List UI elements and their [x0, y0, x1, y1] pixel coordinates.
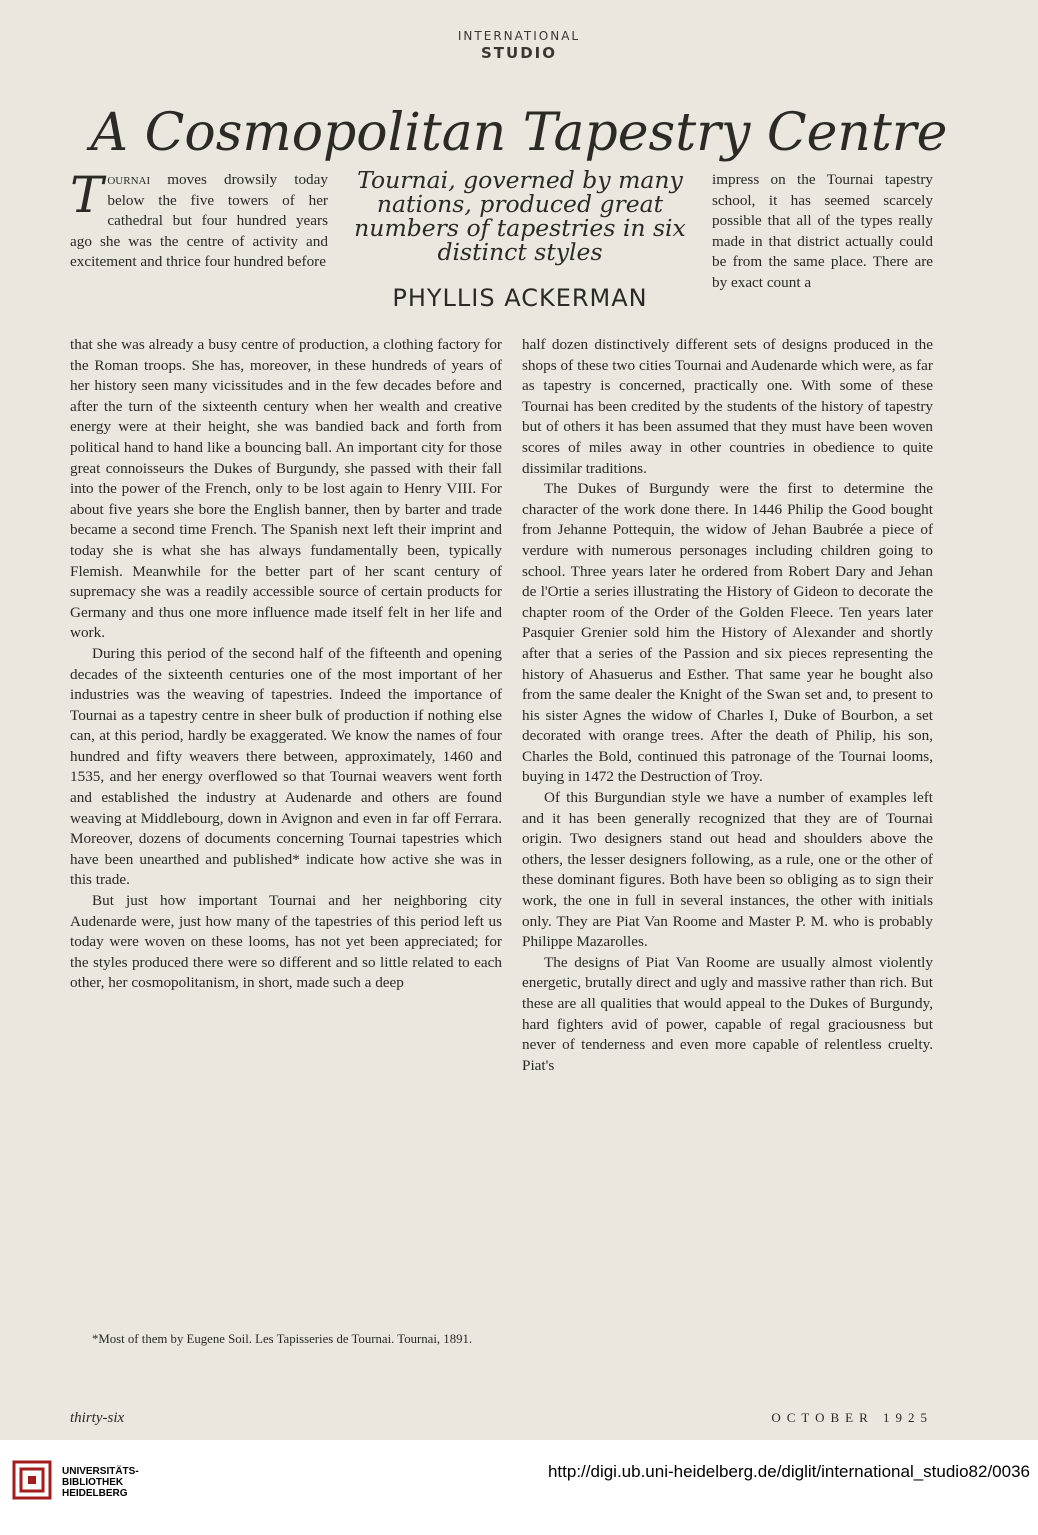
drop-cap: T — [70, 166, 104, 224]
paragraph: half dozen distinctively different sets of designs produced in the shops of these two cities Tournai and Audenarde which were, as far as tapestry is concerned, practically one. With some of these Tournai has been credited by the students of the history of tapestry but of others it has been assumed that they must have been woven scores of miles away in other countries in obedience to quite dissimilar traditions. — [522, 336, 933, 477]
author-byline: PHYLLIS ACKERMAN — [392, 284, 648, 312]
intro-right-text: impress on the Tournai tapestry school, it has seemed scarcely possible that all of the types really made in that district actually could be from the same place. There are by exact count a — [712, 171, 933, 291]
page-number: thirty-six — [70, 1410, 125, 1426]
article-title: A Cosmopolitan Tapestry Centre — [90, 103, 948, 163]
intro-text: moves drowsily today below the five towers of her cathedral but four hundred years ago she was the centre of activity and excitement and thrice four hundred before — [70, 171, 328, 271]
paragraph: The designs of Piat Van Roome are usually almost violently energetic, brutally direct and ugly and massive rather than rich. But these are all qualities that would appeal to the Dukes of Burgundy, hard fighters avid of power, capable of regal graciousness but never of tenderness and even more capable of relentless cruelty. Piat's — [522, 953, 933, 1074]
masthead-line2: STUDIO — [481, 44, 557, 62]
library-logo-icon — [12, 1460, 52, 1500]
library-line2: BIBLIOTHEK — [62, 1477, 124, 1488]
paragraph: The Dukes of Burgundy were the first to determine the character of the work done there. In 1446 Philip the Good bought from Jehanne Pottequin, the widow of Jehan Baubrée a piece of verdure with numerous personages including children going to school. Three years later he ordered from Robert Dary and Jehan de l'Ortie a series illustrating the History of Gideon to decorate the chapter room of the Order of the Golden Fleece. Ten years later Pasquier Grenier sold him the History of Alexander and shortly after that a series of the Passion and six pieces representing the history of Ahasuerus and Esther. That same year he bought also from the same dealer the Knight of the Swan set and, to present to his sister Agnes the widow of Charles I, Duke of Bourbon, a set decorated with orange trees. After the death of Philip, his son, Charles the Bold, continued this patronage of the Tournai looms, buying in 1472 the Destruction of Troy. — [522, 480, 933, 786]
library-line3: HEIDELBERG — [62, 1488, 128, 1499]
masthead-line1: INTERNATIONAL — [457, 29, 581, 43]
paragraph: But just how important Tournai and her neighboring city Audenarde were, just how many of the tapestries of this period left us today were woven on these looms, has not yet been appreciated; for the styles produced there were so different and so little related to each other, her cosmopolitanism, in short, made such a deep — [70, 892, 502, 992]
source-url-link[interactable]: http://digi.ub.uni-heidelberg.de/diglit/international_studio82/0036 — [547, 1462, 1030, 1481]
paragraph: that she was already a busy centre of production, a clothing factory for the Roman troops. She has, moreover, in these hundreds of years of her history seen many vicissitudes and in the few decades before and after the turn of the sixteenth century when her wealth and creative energy were at their height, she was bandied back and forth from political hand to hand like a bouncing ball. An important city for those great connoisseurs the Dukes of Burgundy, she passed with their fall into the power of the French, only to be lost again to Henry VIII. For about five years she bore the English banner, then by barter and trade became a second time French. The Spanish next left their imprint and today she is what she has always fundamentally been, typically Flemish. Meanwhile for the better part of her scant century of supremacy she was a readily accessible source of certain products for Germany and thus one more influence made itself felt in her life and work. — [70, 336, 502, 642]
issue-date: OCTOBER 1925 — [771, 1410, 933, 1425]
library-line1: UNIVERSITÄTS- — [62, 1466, 139, 1477]
footnote — [70, 1330, 502, 1349]
footer-bar — [0, 1440, 1038, 1535]
library-name — [62, 1466, 139, 1499]
article-subtitle: Tournai, governed by many nations, produced great numbers of tapestries in six distinct styles — [354, 166, 686, 266]
intro-column — [70, 166, 328, 273]
paragraph: Of this Burgundian style we have a number of examples left and it has been generally recognized that they are of Tournai origin. Two designers stand out head and shoulders above the others, the lesser designers following, as a rule, one or the other of these dominant figures. Both have been so obliging as to sign their work, the one in full in several instances, the other with initials only. They are Piat Van Roome and Master P. M. who is probably Philippe Mazarolles. — [522, 789, 933, 951]
right-column — [522, 335, 933, 1076]
masthead — [0, 28, 1038, 62]
paragraph: During this period of the second half of the fifteenth and opening decades of the sixteenth centuries one of the most important of her industries was the weaving of tapestries. Indeed the importance of Tournai as a tapestry centre in sheer bulk of production if nothing else can, at this period, hardly be exaggerated. We know the names of four hundred and fifty weavers there between, approximately, 1460 and 1535, and her energy overflowed so that Tournai weavers went forth and established the industry at Audenarde and others are found weaving at Middlebourg, down in Avignon and even in far off Ferrara. Moreover, dozens of documents concerning Tournai tapestries which have been unearthed and published* indicate how active she was in this trade. — [70, 644, 502, 889]
intro-smallcaps: ournai — [107, 171, 151, 188]
footnote-text: *Most of them by Eugene Soil. Les Tapisseries de Tournai. Tournai, 1891. — [92, 1332, 473, 1346]
intro-right-column — [712, 170, 933, 294]
left-column — [70, 335, 502, 994]
